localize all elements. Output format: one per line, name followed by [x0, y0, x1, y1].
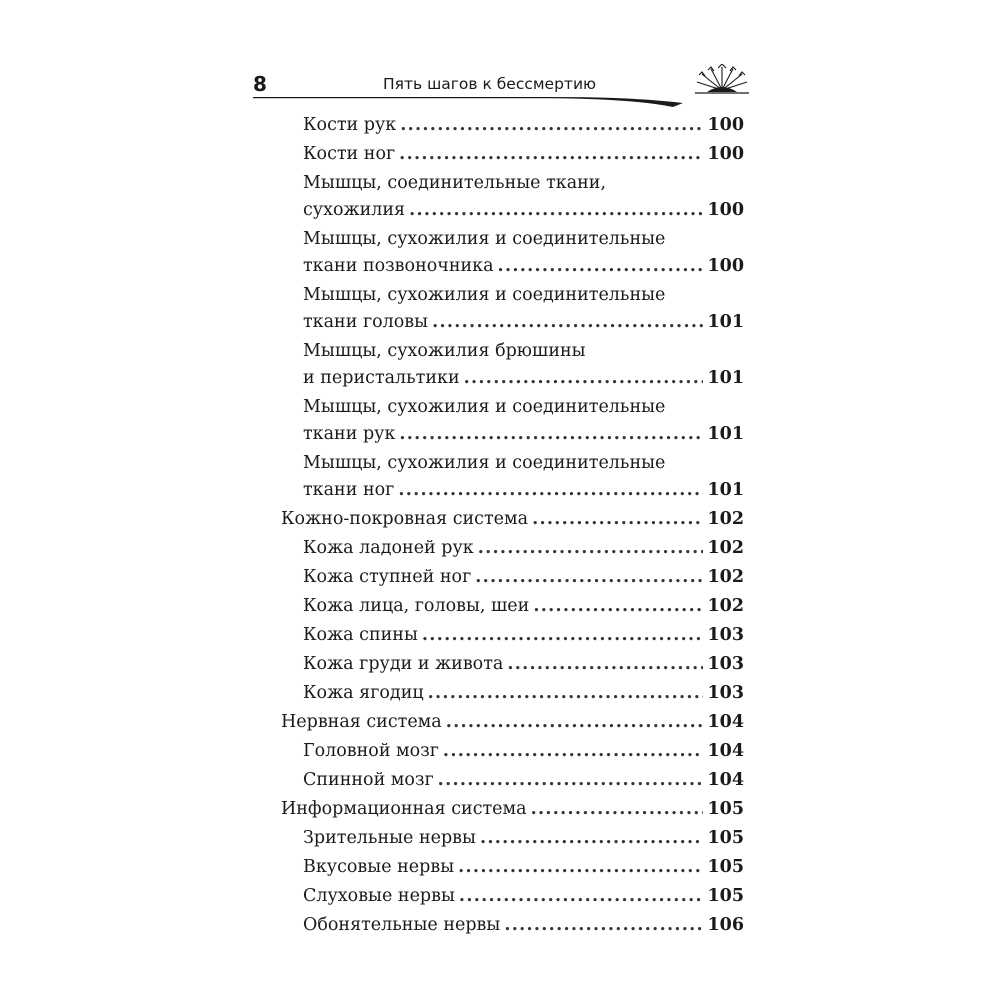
dot-leader — [409, 197, 703, 224]
toc-entry-title: Кожа ладоней рук — [303, 538, 474, 558]
toc-entry-title: и перистальтики — [303, 368, 460, 388]
toc-entry-title-line: Мышцы, сухожилия и соединительные — [303, 453, 666, 473]
toc-subsection-entry — [281, 738, 744, 767]
dot-leader — [531, 796, 704, 823]
toc-subsection-entry — [281, 535, 744, 564]
toc-entry-row — [303, 197, 744, 224]
toc-entry-title: Кожа спины — [303, 625, 418, 645]
toc-section-entry — [281, 796, 744, 825]
toc-entry-title-line: Мышцы, сухожилия брюшины — [303, 341, 586, 361]
dot-leader — [464, 365, 704, 392]
dot-leader — [532, 506, 703, 533]
toc-entry-row — [303, 253, 744, 280]
dot-leader — [504, 912, 703, 939]
toc-entry-title: Вкусовые нервы — [303, 857, 455, 877]
toc-subsection-entry — [281, 394, 744, 450]
dot-leader — [399, 421, 703, 448]
toc-entry-title: Кожа ступней ног — [303, 567, 472, 587]
toc-entry-row — [303, 738, 744, 765]
toc-entry-title: Спинной мозг — [303, 770, 434, 790]
toc-entry-row — [303, 535, 744, 562]
header-rule — [253, 93, 753, 109]
toc-page-number: 100 — [707, 256, 744, 276]
toc-entry-title: Кожа груди и живота — [303, 654, 504, 674]
toc-entry-row — [303, 593, 744, 620]
toc-subsection-entry — [281, 338, 744, 394]
toc-page-number: 105 — [707, 828, 744, 848]
toc-page-number: 101 — [707, 424, 744, 444]
toc-subsection-entry — [281, 112, 744, 141]
toc-subsection-entry — [281, 825, 744, 854]
dot-leader — [428, 680, 704, 707]
toc-page-number: 102 — [707, 538, 744, 558]
toc-subsection-entry — [281, 226, 744, 282]
toc-subsection-entry — [281, 883, 744, 912]
toc-entry-row — [303, 365, 744, 392]
toc-subsection-entry — [281, 767, 744, 796]
toc-subsection-entry — [281, 680, 744, 709]
toc-entry-title: ткани ног — [303, 480, 395, 500]
toc-subsection-entry — [281, 854, 744, 883]
toc-entry-row — [303, 854, 744, 881]
toc-page-number: 103 — [707, 654, 744, 674]
toc-subsection-entry — [281, 651, 744, 680]
dot-leader — [498, 253, 704, 280]
toc-entry-title: Кости рук — [303, 115, 397, 135]
toc-entry-row — [303, 767, 744, 794]
dot-leader — [443, 738, 704, 765]
toc-entry-title: Головной мозг — [303, 741, 439, 761]
toc-subsection-entry — [281, 141, 744, 170]
dot-leader — [438, 767, 704, 794]
flower-ornament-icon — [693, 64, 751, 94]
dot-leader — [507, 651, 703, 678]
toc-section-entry — [281, 709, 744, 738]
toc-entry-title: Нервная система — [281, 712, 442, 732]
toc-page-number: 102 — [707, 596, 744, 616]
toc-page-number: 101 — [707, 368, 744, 388]
dot-leader — [478, 535, 704, 562]
toc-entry-title: Кости ног — [303, 144, 396, 164]
toc-entry-title-line: Мышцы, соединительные ткани, — [303, 173, 607, 193]
toc-page-number: 106 — [707, 915, 744, 935]
toc-entry-title: Обонятельные нервы — [303, 915, 501, 935]
dot-leader — [400, 112, 703, 139]
toc-entry-row — [303, 477, 744, 504]
toc-entry-title: ткани головы — [303, 312, 429, 332]
toc-page-number: 105 — [707, 857, 744, 877]
toc-page-number: 102 — [707, 509, 744, 529]
toc-page-number: 105 — [707, 886, 744, 906]
table-of-contents — [281, 112, 744, 941]
toc-entry-row — [303, 564, 744, 591]
toc-page-number: 102 — [707, 567, 744, 587]
page-number: 8 — [253, 72, 267, 96]
toc-entry-title: Кожа лица, головы, шеи — [303, 596, 530, 616]
dot-leader — [432, 309, 703, 336]
dot-leader — [459, 883, 704, 910]
toc-page-number: 104 — [707, 770, 744, 790]
toc-subsection-entry — [281, 564, 744, 593]
toc-entry-row — [303, 622, 744, 649]
toc-entry-title-line: Мышцы, сухожилия и соединительные — [303, 285, 666, 305]
toc-entry-row — [281, 709, 744, 736]
toc-entry-row — [281, 796, 744, 823]
dot-leader — [399, 141, 703, 168]
toc-section-entry — [281, 506, 744, 535]
toc-entry-title: Зрительные нервы — [303, 828, 476, 848]
dot-leader — [475, 564, 703, 591]
dot-leader — [422, 622, 704, 649]
toc-page-number: 100 — [707, 115, 744, 135]
toc-page-number: 101 — [707, 480, 744, 500]
toc-subsection-entry — [281, 912, 744, 941]
toc-entry-row — [303, 883, 744, 910]
dot-leader — [480, 825, 704, 852]
toc-page-number: 105 — [707, 799, 744, 819]
toc-entry-title: ткани рук — [303, 424, 396, 444]
toc-page-number: 103 — [707, 625, 744, 645]
dot-leader — [533, 593, 703, 620]
toc-page-number: 103 — [707, 683, 744, 703]
toc-subsection-entry — [281, 170, 744, 226]
toc-entry-row — [303, 680, 744, 707]
toc-subsection-entry — [281, 450, 744, 506]
toc-entry-row — [303, 421, 744, 448]
page-header — [253, 70, 753, 104]
toc-entry-row — [281, 506, 744, 533]
toc-entry-title: Слуховые нервы — [303, 886, 455, 906]
toc-entry-row — [303, 912, 744, 939]
toc-entry-row — [303, 825, 744, 852]
toc-entry-row — [303, 651, 744, 678]
dot-leader — [458, 854, 703, 881]
toc-entry-title: Кожно-покровная система — [281, 509, 529, 529]
toc-entry-row — [303, 309, 744, 336]
toc-entry-title: Информационная система — [281, 799, 527, 819]
running-title: Пять шагов к бессмертию — [383, 75, 597, 93]
toc-subsection-entry — [281, 593, 744, 622]
toc-page-number: 104 — [707, 741, 744, 761]
toc-entry-row — [303, 141, 744, 168]
toc-entry-title: ткани позвоночника — [303, 256, 494, 276]
toc-page-number: 100 — [707, 144, 744, 164]
toc-subsection-entry — [281, 622, 744, 651]
dot-leader — [398, 477, 703, 504]
toc-page-number: 101 — [707, 312, 744, 332]
toc-entry-row — [303, 112, 744, 139]
toc-entry-title: сухожилия — [303, 200, 406, 220]
dot-leader — [446, 709, 704, 736]
toc-page-number: 100 — [707, 200, 744, 220]
toc-page-number: 104 — [707, 712, 744, 732]
toc-entry-title-line: Мышцы, сухожилия и соединительные — [303, 229, 666, 249]
toc-entry-title-line: Мышцы, сухожилия и соединительные — [303, 397, 666, 417]
toc-entry-title: Кожа ягодиц — [303, 683, 424, 703]
toc-subsection-entry — [281, 282, 744, 338]
